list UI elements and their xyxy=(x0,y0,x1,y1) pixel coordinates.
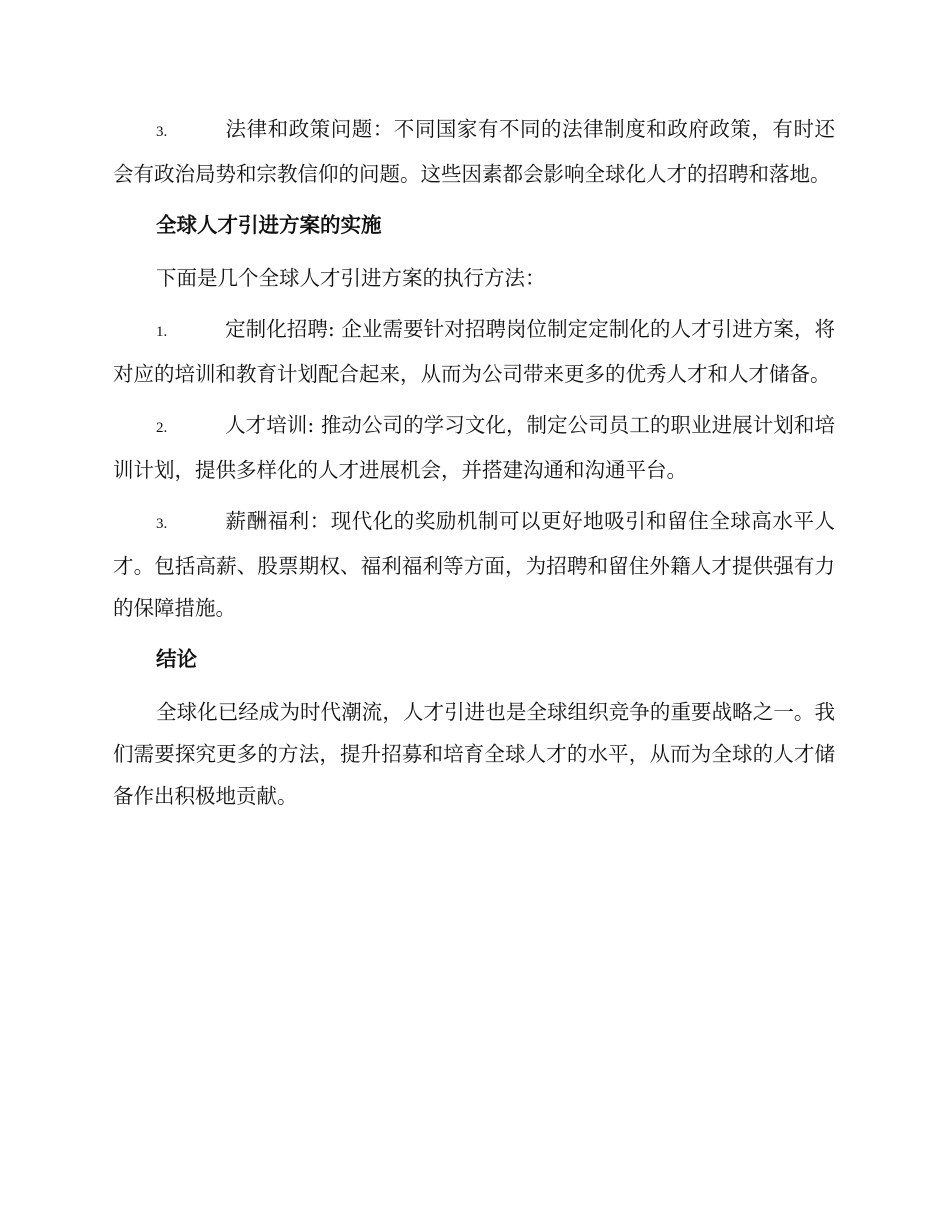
list-number: 3. xyxy=(156,124,168,140)
list-item-legal-policy xyxy=(113,108,835,195)
section-heading-implementation: 全球人才引进方案的实施 xyxy=(156,213,382,237)
document-body xyxy=(113,108,835,826)
list-item-talent-training xyxy=(113,404,835,491)
list-item-custom-recruiting xyxy=(113,308,835,395)
intro-paragraph: 下面是几个全球人才引进方案的执行方法： xyxy=(156,266,546,290)
list-item-compensation xyxy=(113,500,835,629)
list-number: 3. xyxy=(156,516,168,532)
conclusion-paragraph: 全球化已经成为时代潮流，人才引进也是全球组织竞争的重要战略之一。我们需要探究更多的方法，提升招募和培育全球人才的水平，从而为全球的人才储备作出积极地贡献。 xyxy=(113,700,835,808)
list-number: 1. xyxy=(156,324,168,340)
list-number: 2. xyxy=(156,420,168,436)
list-item-text: 定制化招聘: 企业需要针对招聘岗位制定定制化的人才引进方案，将对应的培训和教育计划配合起来，从而为公司带来更多的优秀人才和人才储备。 xyxy=(113,317,835,386)
section-heading-conclusion: 结论 xyxy=(156,647,197,671)
list-item-text: 薪酬福利：现代化的奖励机制可以更好地吸引和留住全球高水平人才。包括高薪、股票期权、福利福利等方面，为招聘和留住外籍人才提供强有力的保障措施。 xyxy=(113,509,835,620)
list-item-text: 法律和政策问题：不同国家有不同的法律制度和政府政策，有时还会有政治局势和宗教信仰的问题。这些因素都会影响全球化人才的招聘和落地。 xyxy=(113,117,835,186)
list-item-text: 人才培训: 推动公司的学习文化，制定公司员工的职业进展计划和培训计划，提供多样化的人才进展机会，并搭建沟通和沟通平台。 xyxy=(113,413,835,482)
